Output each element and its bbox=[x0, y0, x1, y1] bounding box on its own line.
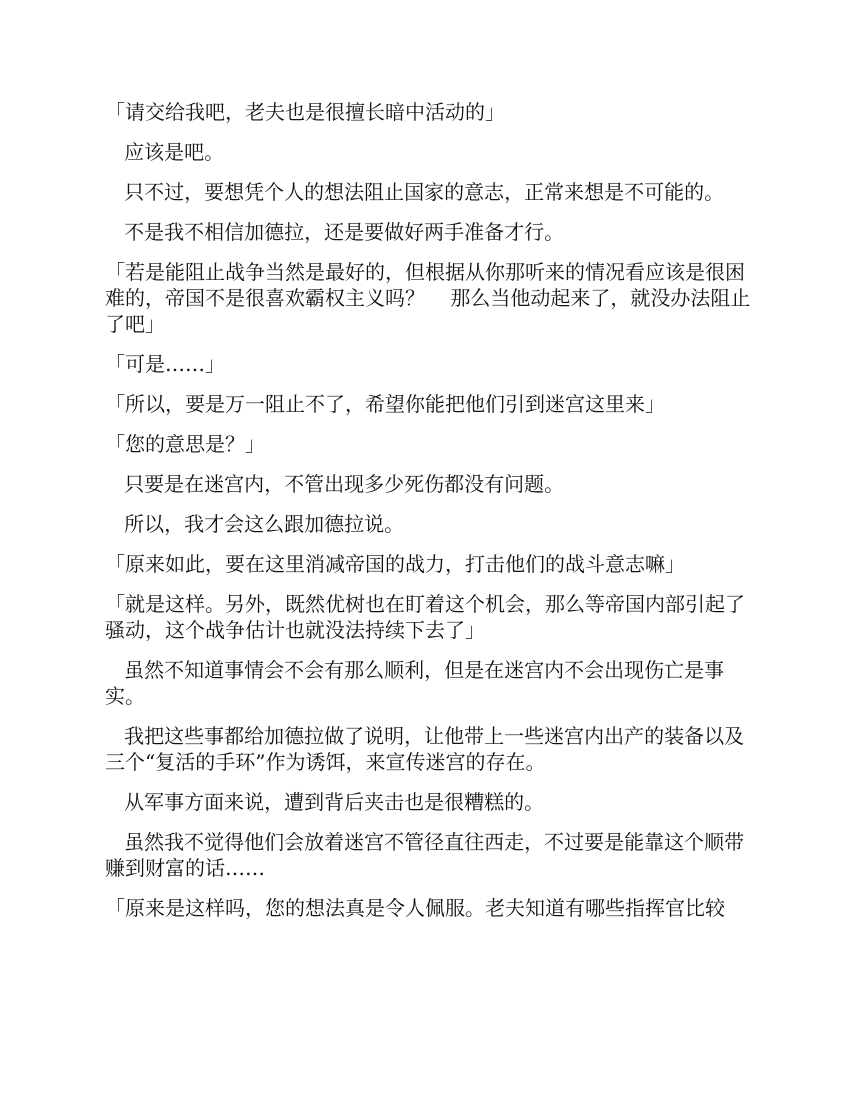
paragraph: 「所以，要是万一阻止不了，希望你能把他们引到迷宫这里来」 bbox=[105, 392, 665, 416]
paragraph: 「您的意思是？」 bbox=[105, 432, 265, 456]
paragraph: 「请交给我吧，老夫也是很擅长暗中活动的」 bbox=[105, 100, 505, 124]
document-body bbox=[105, 99, 755, 935]
paragraph: 我把这些事都给加德拉做了说明，让他带上一些迷宫内出产的装备以及三个“复活的手环”作为诱饵，来宣传迷宫的存在。 bbox=[105, 724, 745, 774]
paragraph: 「可是……」 bbox=[105, 352, 225, 376]
paragraph: 「若是能阻止战争当然是最好的，但根据从你那听来的情况看应该是很困难的，帝国不是很喜欢霸权主义吗？ 那么当他动起来了，就没办法阻止了吧」 bbox=[105, 260, 751, 336]
paragraph: 虽然我不觉得他们会放着迷宫不管径直往西走，不过要是能靠这个顺带赚到财富的话…… bbox=[105, 830, 745, 880]
paragraph: 所以，我才会这么跟加德拉说。 bbox=[105, 512, 405, 536]
paragraph: 应该是吧。 bbox=[105, 140, 225, 164]
paragraph: 「就是这样。另外，既然优树也在盯着这个机会，那么等帝国内部引起了骚动，这个战争估计也就没法持续下去了」 bbox=[105, 592, 745, 642]
paragraph: 「原来是这样吗，您的想法真是令人佩服。老夫知道有哪些指挥官比较 bbox=[105, 896, 725, 920]
paragraph: 只不过，要想凭个人的想法阻止国家的意志，正常来想是不可能的。 bbox=[105, 180, 725, 204]
paragraph: 不是我不相信加德拉，还是要做好两手准备才行。 bbox=[105, 220, 565, 244]
paragraph: 「原来如此，要在这里消减帝国的战力，打击他们的战斗意志嘛」 bbox=[105, 552, 685, 576]
paragraph: 只要是在迷宫内，不管出现多少死伤都没有问题。 bbox=[105, 472, 565, 496]
paragraph: 虽然不知道事情会不会有那么顺利，但是在迷宫内不会出现伤亡是事实。 bbox=[105, 658, 725, 708]
paragraph: 从军事方面来说，遭到背后夹击也是很糟糕的。 bbox=[105, 790, 545, 814]
